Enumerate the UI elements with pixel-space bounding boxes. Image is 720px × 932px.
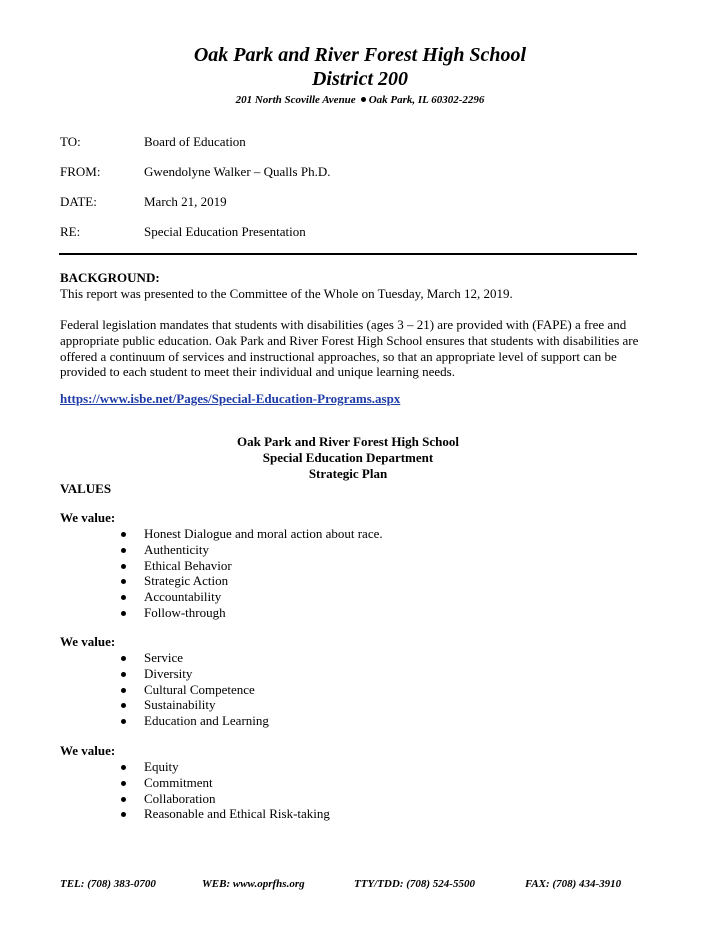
bullet-icon [121,797,126,802]
list-item [118,697,269,713]
background-paragraph: Federal legislation mandates that students with disabilities (ages 3 – 21) are provided with (FAPE) a free and appropriate public education. Oak Park and River Forest High School ensures that students with disabilities are offered a continuum of services and instructional approaches, so that an appropriate level of support can be provided to each student to meet their individual and unique learning needs. [60,317,639,380]
we-value-label: We value: [60,510,116,525]
bullet-icon [121,579,126,584]
memo-re-value: Special Education Presentation [144,224,306,239]
value-text: Authenticity [144,541,209,557]
value-text: Education and Learning [144,713,269,729]
bullet-icon [121,595,126,600]
isbe-link-row [60,391,640,407]
value-text: Collaboration [144,790,216,806]
list-item [118,589,383,605]
footer-fax: FAX: (708) 434-3910 [525,878,622,890]
bullet-icon [121,611,126,616]
school-name-title: Oak Park and River Forest High School [193,44,527,66]
values-list [118,526,383,621]
memo-date-value: March 21, 2019 [144,194,227,209]
value-text: Service [144,650,183,665]
list-item [118,666,269,682]
value-text: Follow-through [144,604,226,620]
list-item [118,791,330,807]
memo-to-label: TO: [60,134,81,149]
bullet-icon [121,564,126,569]
list-item [118,682,269,698]
list-item [118,759,330,775]
bullet-icon [121,532,126,537]
value-text: Cultural Competence [144,681,255,697]
plan-department: Special Education Department [262,450,434,465]
bullet-icon [121,656,126,661]
plan-title: Strategic Plan [308,466,388,481]
memo-from-label: FROM: [60,164,101,179]
list-item [118,806,330,822]
bullet-icon [121,781,126,786]
district-subtitle: District 200 [311,68,409,90]
bullet-icon [121,672,126,677]
bullet-icon [121,703,126,708]
values-list [118,650,269,729]
list-item [118,775,330,791]
plan-school-name: Oak Park and River Forest High School [237,434,459,449]
memo-to-value: Board of Education [144,134,246,149]
background-heading: BACKGROUND: [60,270,160,285]
list-item [118,713,269,729]
address-city: Oak Park, IL 60302-2296 [368,94,485,106]
value-text: Sustainability [144,697,216,713]
value-text: Equity [144,759,179,774]
bullet-icon [121,688,126,693]
footer-web: WEB: www.oprfhs.org [202,878,305,890]
values-heading: VALUES [60,481,112,496]
memo-re-label: RE: [60,224,81,239]
address-street: 201 North Scoville Avenue [235,94,356,106]
list-item [118,573,383,589]
value-text: Diversity [144,665,193,681]
bullet-icon [121,765,126,770]
list-item [118,650,269,666]
school-address [0,93,720,107]
value-text: Honest Dialogue and moral action about race. [144,526,383,541]
background-line: This report was presented to the Committee of the Whole on Tuesday, March 12, 2019. [60,286,513,301]
value-text: Commitment [144,774,213,790]
bullet-icon [121,812,126,817]
list-item [118,605,383,621]
footer-tty: TTY/TDD: (708) 524-5500 [354,878,475,890]
bullet-icon [361,97,366,102]
bullet-icon [121,719,126,724]
list-item [118,558,383,574]
footer-tel: TEL: (708) 383-0700 [60,878,156,890]
values-list [118,759,330,822]
value-text: Strategic Action [144,573,229,589]
memo-from-value: Gwendolyne Walker – Qualls Ph.D. [144,164,331,179]
header-divider [59,253,637,255]
we-value-label: We value: [60,743,116,758]
value-text: Accountability [144,589,222,605]
memo-date-label: DATE: [60,194,97,209]
value-text: Ethical Behavior [144,557,232,573]
list-item [118,526,383,542]
list-item [118,542,383,558]
bullet-icon [121,548,126,553]
value-text: Reasonable and Ethical Risk-taking [144,806,330,822]
we-value-label: We value: [60,634,116,649]
isbe-link[interactable]: https://www.isbe.net/Pages/Special-Education-Programs.aspx [60,391,401,406]
